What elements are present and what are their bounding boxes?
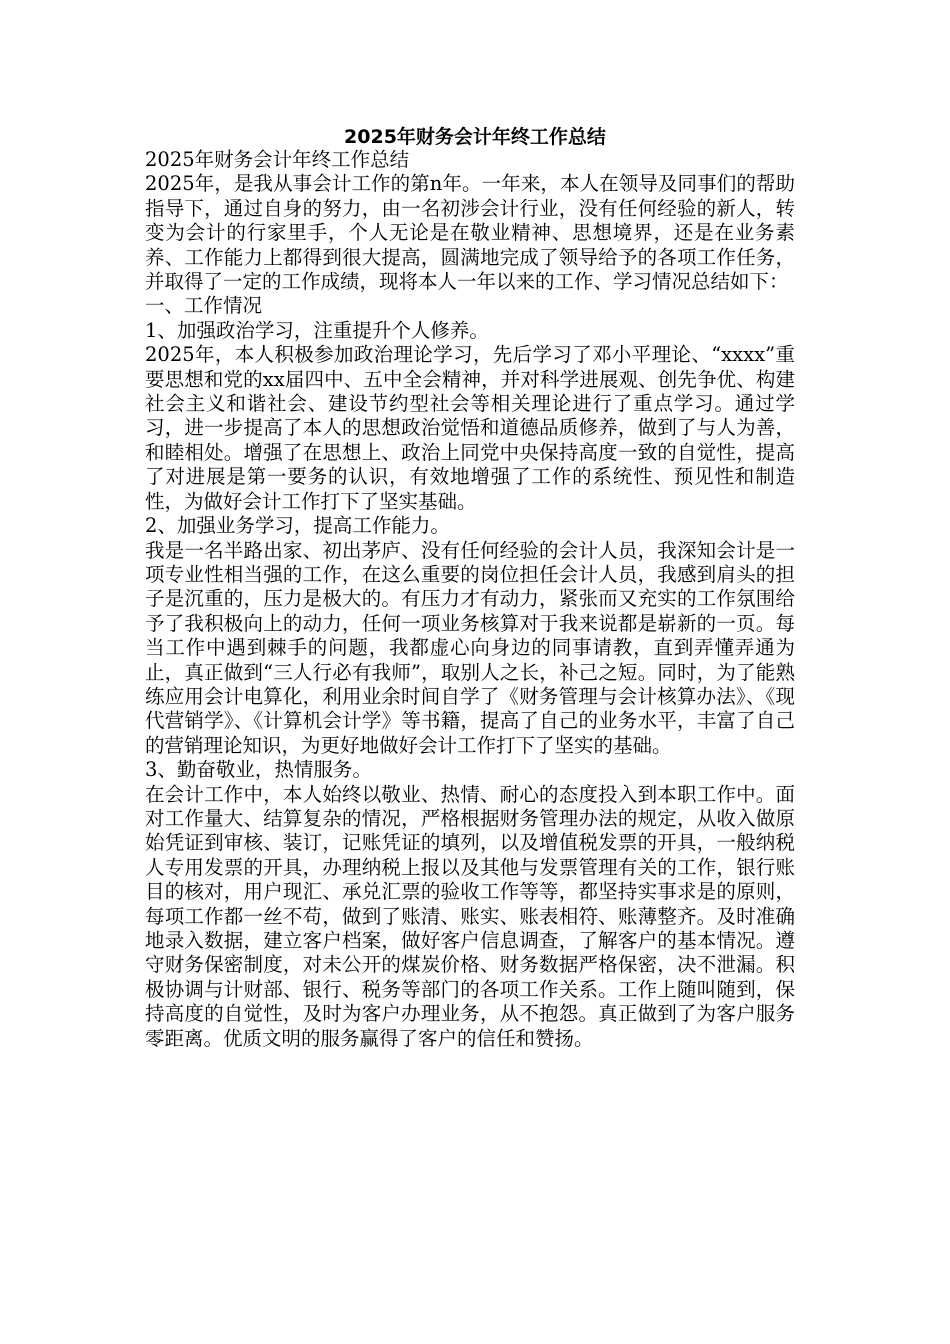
subtitle-paragraph: 2025年财务会计年终工作总结 bbox=[145, 148, 410, 171]
intro-paragraph: 2025年，是我从事会计工作的第n年。一年来，本人在领导及同事们的帮助指导下，通过自身的努力，由一名初涉会计行业，没有任何经验的新人，转变为会计的行家里手，个人无论是在敬业精神、思想境界，还是在业务素养、工作能力上都得到很大提高，圆满地完成了领导给予的各项工作任务，并取得了一定的工作成绩，现将本人一年以来的工作、学习情况总结如下： bbox=[145, 172, 795, 294]
document-title: 2025年财务会计年终工作总结 bbox=[344, 126, 606, 148]
item-body-2: 我是一名半路出家、初出茅庐、没有任何经验的会计人员，我深知会计是一项专业性相当强的工作，在这么重要的岗位担任会计人员，我感到肩头的担子是沉重的，压力是极大的。有压力才有动力，紧张而又充实的工作氛围给予了我积极向上的动力，任何一项业务核算对于我来说都是崭新的一页。每当工作中遇到棘手的问题，我都虚心向身边的同事请教，直到弄懂弄通为止，真正做到“三人行必有我师”，取别人之长，补己之短。同时，为了能熟练应用会计电算化，利用业余时间自学了《财务管理与会计核算办法》、《现代营销学》、《计算机会计学》等书籍，提高了自己的业务水平，丰富了自己的营销理论知识，为更好地做好会计工作打下了坚实的基础。 bbox=[145, 538, 795, 757]
item-heading-3: 3、勤奋敬业，热情服务。 bbox=[145, 758, 372, 782]
item-body-1: 2025年，本人积极参加政治理论学习，先后学习了邓小平理论、“xxxx”重要思想和党的xx届四中、五中全会精神，并对科学进展观、创先争优、构建社会主义和谐社会、建设节约型社会等相关理论进行了重点学习。通过学习，进一步提高了本人的思想政治觉悟和道德品质修养，做到了与人为善，和睦相处。增强了在思想上、政治上同党中央保持高度一致的自觉性，提高了对进展是第一要务的认识，有效地增强了工作的系统性、预见性和制造性，为做好会计工作打下了坚实基础。 bbox=[145, 343, 795, 513]
document-body bbox=[145, 148, 795, 1051]
item-heading-2: 2、加强业务学习，提高工作能力。 bbox=[145, 514, 450, 538]
item-heading-1: 1、加强政治学习，注重提升个人修养。 bbox=[145, 318, 489, 342]
item-body-3: 在会计工作中，本人始终以敬业、热情、耐心的态度投入到本职工作中。面对工作量大、结算复杂的情况，严格根据财务管理办法的规定，从收入做原始凭证到审核、装订，记账凭证的填列，以及增值税发票的开具，一般纳税人专用发票的开具，办理纳税上报以及其他与发票管理有关的工作，银行账目的核对，用户现汇、承兑汇票的验收工作等等，都坚持实事求是的原则，每项工作都一丝不苟，做到了账清、账实、账表相符、账薄整齐。及时准确地录入数据，建立客户档案，做好客户信息调查，了解客户的基本情况。遵守财务保密制度，对未公开的煤炭价格、财务数据严格保密，决不泄漏。积极协调与计财部、银行、税务等部门的各项工作关系。工作上随叫随到，保持高度的自觉性，及时为客户办理业务，从不抱怨。真正做到了为客户服务零距离。优质文明的服务赢得了客户的信任和赞扬。 bbox=[145, 782, 795, 1050]
section-heading: 一、工作情况 bbox=[145, 294, 263, 318]
